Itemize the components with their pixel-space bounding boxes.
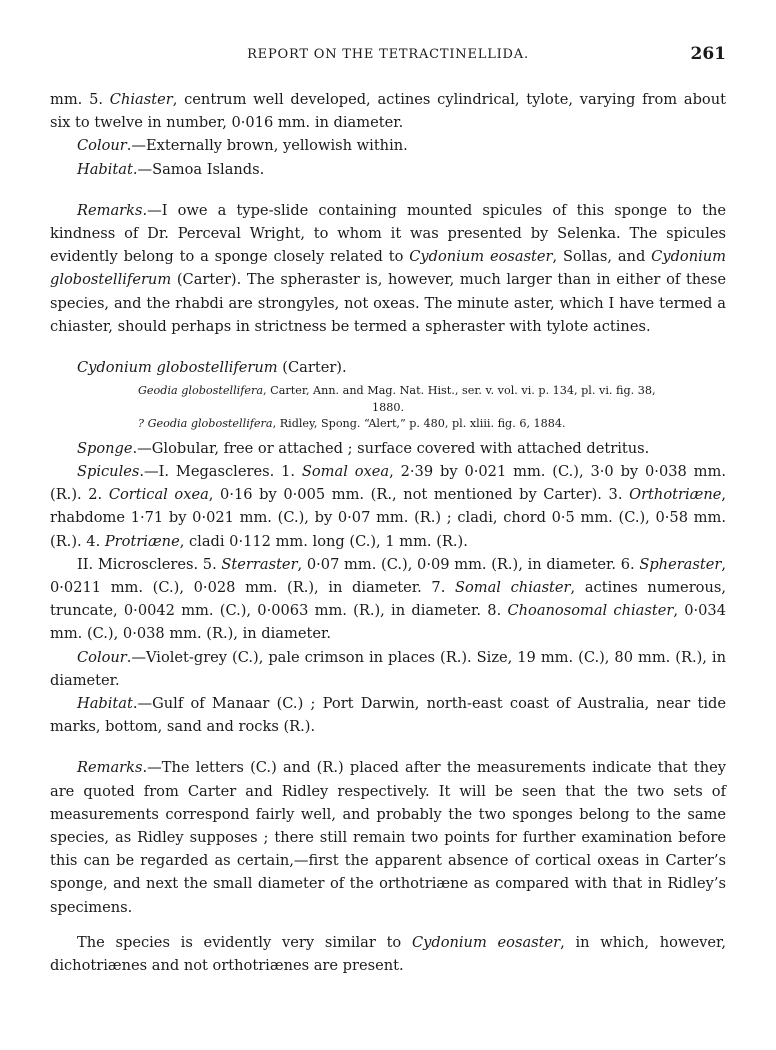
running-head: REPORT ON THE TETRACTINELLIDA.: [247, 47, 529, 62]
reference-text: , Carter, Ann. and Mag. Nat. Hist., ser. v. vol. vi. p. 134, pl. vi. fig. 38,: [263, 384, 656, 398]
colour-size-paragraph: [50, 646, 726, 692]
remarks-label: Remarks: [77, 201, 143, 219]
text-run: , actines numerous, truncate, 0·0042 mm. (C.), 0·0063 mm. (R.), in diameter. 8.: [50, 578, 726, 620]
chiaster-paragraph: [50, 88, 726, 134]
spicule-term: Orthotriæne: [629, 486, 722, 504]
sponge-label: Sponge: [77, 439, 133, 457]
sponge-line: [50, 437, 726, 460]
text-run: , 0·16 by 0·005 mm. (R., not mentioned by Carter). 3.: [208, 486, 630, 504]
reference-text: , Ridley, Spong. “Alert,” p. 480, pl. xliii. fig. 6, 1884.: [272, 417, 566, 431]
page-number: 261: [690, 44, 726, 64]
reference-1-year: 1880.: [371, 400, 405, 414]
text-run: , in which, however, dichotriænes and not orthotriænes are present.: [50, 933, 726, 974]
habitat-text: .—Gulf of Manaar (C.) ; Port Darwin, north-east coast of Australia, near tide marks, bottom, sand and rocks (R.).: [50, 694, 726, 736]
spicule-term: Spheraster: [639, 555, 722, 573]
spicule-term: Somal oxea: [301, 462, 390, 480]
text-run: , rhabdome 1·71 by 0·021 mm. (C.), by 0·07 mm. (R.) ; cladi, chord 0·5 mm. (C.), 0·58 mm. (R.). 4.: [50, 486, 727, 550]
spicule-term: Cortical oxea: [108, 486, 209, 504]
text-run: II. Microscleres. 5.: [77, 555, 222, 573]
spicule-term: Somal chiaster: [454, 578, 571, 596]
remarks-paragraph-2: [50, 756, 726, 918]
remarks-label: Remarks: [77, 759, 143, 777]
text-run: The species is evidently very similar to: [77, 933, 412, 951]
text-run: mm. 5.: [50, 91, 110, 108]
species-name: Cydonium globostelliferum: [77, 359, 278, 377]
text-run: (Carter). The spheraster is, however, much larger than in either of these species, and the rhabdi are strongyles, not oxeas. The minute aster, which I have termed a chiaster, should perhaps in strictness be termed a spheraster with tylote actines.: [50, 271, 726, 335]
species-author: (Carter).: [277, 359, 347, 377]
text-run: .—I. Megascleres. 1.: [139, 462, 302, 480]
text-run: .—The letters (C.) and (R.) placed after the measurements indicate that they are quoted from Carter and Ridley respectively. It will be seen that the two sets of measurements correspond fairly well, and probably the two sponges belong to the same species, as Ridley supposes ; there still remain two points for further examination before this can be regarded as certain,—first the apparent absence of cortical oxeas in Carter’s sponge, and next the small diameter of the orthotriæne as compared with that in Ridley’s specimens.: [50, 759, 726, 916]
habitat-text: .—Samoa Islands.: [132, 160, 265, 178]
term-chiaster: Chiaster: [109, 91, 173, 108]
text-run: , Sollas, and: [552, 248, 652, 266]
text-run: , cladi 0·112 mm. long (C.), 1 mm. (R.).: [179, 532, 468, 550]
microscleres-paragraph: [50, 553, 726, 646]
text-run: , 0·034 mm. (C.), 0·038 mm. (R.), in diameter.: [50, 602, 727, 643]
sponge-text: .—Globular, free or attached ; surface covered with attached detritus.: [132, 439, 650, 457]
final-paragraph: [50, 931, 726, 977]
reference-species: Geodia globostellifera: [138, 384, 264, 398]
colour-text: .—Violet-grey (C.), pale crimson in places (R.). Size, 19 mm. (C.), 80 mm. (R.), in diameter.: [50, 648, 726, 689]
spicule-term: Protriæne: [104, 532, 180, 550]
remarks-paragraph-1: [50, 199, 726, 338]
spicule-term: Sterraster: [221, 555, 298, 573]
text-run: , 2·39 by 0·021 mm. (C.), 3·0 by 0·038 mm. (R.). 2.: [50, 462, 726, 504]
text-run: , 0·0211 mm. (C.), 0·028 mm. (R.), in diameter. 7.: [50, 555, 726, 596]
synonymy-references: [50, 383, 726, 433]
habitat-line: [50, 158, 726, 181]
colour-line: [50, 134, 726, 157]
text-run: , 0·07 mm. (C.), 0·09 mm. (R.), in diameter. 6.: [297, 555, 640, 573]
reference-2: [50, 416, 726, 433]
species-heading: [50, 356, 726, 379]
species-name: Cydonium eosaster: [411, 933, 561, 951]
habitat-label: Habitat: [77, 160, 133, 178]
habitat-label: Habitat: [77, 694, 133, 712]
text-run: , centrum well developed, actines cylindrical, tylote, varying from about six to twelve in number, 0·016 mm. in diameter.: [50, 91, 726, 132]
spicules-label: Spicules: [77, 462, 140, 480]
body-text: [50, 88, 726, 977]
species-name: Cydonium globostelliferum: [50, 248, 726, 289]
colour-text: .—Externally brown, yellowish within.: [126, 137, 408, 155]
spicules-paragraph: [50, 460, 726, 553]
colour-label: Colour: [77, 648, 127, 666]
reference-species: Geodia globostellifera: [147, 417, 273, 431]
habitat-paragraph: [50, 692, 726, 738]
colour-label: Colour: [77, 137, 127, 155]
query-mark: ?: [138, 417, 148, 431]
text-run: .—I owe a type-slide containing mounted spicules of this sponge to the kindness of Dr. Perceval Wright, to whom it was presented by Selenka. The spicules evidently belong to a sponge closely related to: [50, 201, 726, 266]
spicule-term: Choanosomal chiaster: [507, 602, 674, 620]
page-header: [50, 44, 726, 68]
reference-1: [50, 383, 726, 400]
species-name: Cydonium eosaster: [409, 248, 553, 266]
